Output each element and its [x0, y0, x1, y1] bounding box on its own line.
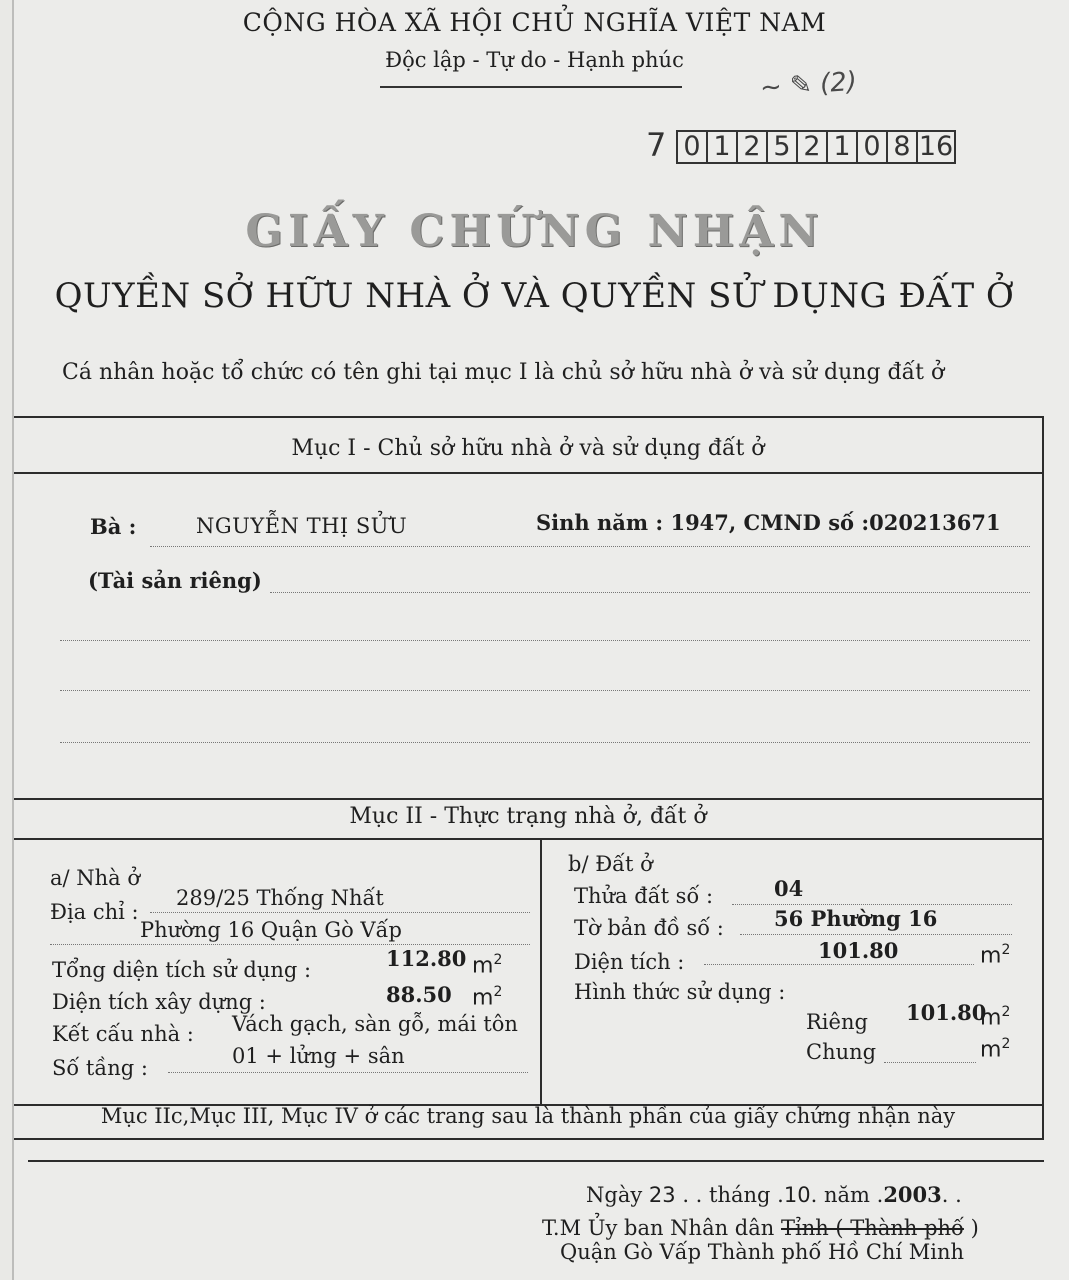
certificate-subtitle: QUYỀN SỞ HỮU NHÀ Ở VÀ QUYỀN SỬ DỤNG ĐẤT Ở: [54, 276, 1015, 316]
date-day: 23: [648, 1183, 676, 1207]
build-area-value: 88.50: [386, 982, 452, 1007]
serial-digit: 2: [738, 132, 768, 162]
serial-digit: 8: [888, 132, 918, 162]
authority-name: T.M Ủy ban Nhân dân: [542, 1216, 775, 1240]
footer-note: Mục IIc,Mục III, Mục IV ở các trang sau là thành phần của giấy chứng nhận này: [100, 1104, 956, 1128]
dotted-line: [50, 944, 530, 945]
dotted-line: [704, 964, 974, 965]
certificate-title: GIẤY CHỨNG NHẬN: [245, 206, 824, 257]
private-unit: $m^2$: [980, 1004, 1011, 1031]
property-note: (Tài sản riêng): [88, 568, 262, 593]
serial-digit: 2: [798, 132, 828, 162]
serial-digit: 0: [678, 132, 708, 162]
serial-number-boxes: [676, 130, 956, 164]
parcel-value: 04: [774, 876, 804, 901]
total-area-value: 112.80: [386, 946, 467, 971]
serial-digit: 1: [828, 132, 858, 162]
private-value: 101.80: [906, 1000, 987, 1025]
serial-prefix: 7: [646, 126, 667, 164]
land-area-unit: $m^2$: [980, 942, 1011, 969]
date-month-label: tháng: [709, 1183, 771, 1207]
usage-label: Hình thức sử dụng :: [574, 980, 786, 1004]
floors-label: Số tầng :: [52, 1056, 148, 1080]
dotted-line: [60, 690, 1030, 691]
land-heading: b/ Đất ở: [568, 852, 653, 876]
floors-value: 01 + lửng + sân: [232, 1044, 405, 1068]
dotted-line: [740, 934, 1012, 935]
divider: [14, 472, 1044, 474]
dotted-line: [60, 640, 1030, 641]
section-1-title: Mục I - Chủ sở hữu nhà ở và sử dụng đất ở: [291, 436, 765, 461]
date-month: 10: [783, 1183, 811, 1207]
serial-digit: 5: [768, 132, 798, 162]
dotted-line: [150, 912, 530, 913]
land-area-label: Diện tích :: [574, 950, 685, 974]
handwritten-note: ~ ✎ (2): [759, 66, 858, 104]
structure-value: Vách gạch, sàn gỗ, mái tôn: [232, 1012, 518, 1036]
land-area-value: 101.80: [818, 938, 899, 963]
issue-date: Ngày 23 . . tháng .10. năm .2003. .: [586, 1182, 962, 1207]
date-year: 2003: [883, 1182, 942, 1207]
dotted-line: [270, 592, 1030, 593]
column-divider: [540, 838, 542, 1104]
divider: [14, 798, 1044, 800]
owner-prefix: Bà :: [90, 514, 137, 539]
authority-line-2: Quận Gò Vấp Thành phố Hồ Chí Minh: [560, 1240, 965, 1264]
dotted-line: [150, 546, 1030, 547]
total-area-unit: $m^2$: [472, 952, 503, 979]
address-line-2: Phường 16 Quận Gò Vấp: [140, 918, 402, 942]
address-label: Địa chỉ :: [50, 900, 139, 924]
dotted-line: [168, 1072, 528, 1073]
authority-struck-text: Tỉnh ( Thành phố: [780, 1216, 964, 1240]
address-line-1: 289/25 Thống Nhất: [176, 886, 384, 910]
motto-underline: [380, 86, 682, 88]
map-label: Tờ bản đồ số :: [574, 916, 724, 940]
section-2-title: Mục II - Thực trạng nhà ở, đất ở: [349, 804, 707, 829]
date-prefix: Ngày: [586, 1183, 643, 1207]
date-year-label: năm: [823, 1183, 870, 1207]
divider: [28, 1160, 1044, 1162]
structure-label: Kết cấu nhà :: [52, 1022, 194, 1046]
dotted-line: [60, 742, 1030, 743]
serial-digit: 0: [858, 132, 888, 162]
private-label: Riêng: [806, 1010, 868, 1034]
total-area-label: Tổng diện tích sử dụng :: [52, 958, 312, 982]
republic-heading: CỘNG HÒA XÃ HỘI CHỦ NGHĨA VIỆT NAM: [242, 8, 827, 37]
map-value: 56 Phường 16: [774, 906, 938, 931]
dotted-line: [732, 904, 1012, 905]
serial-digit: 16: [918, 131, 954, 162]
shared-label: Chung: [806, 1040, 877, 1064]
authority-line-1: T.M Ủy ban Nhân dân Tỉnh ( Thành phố ): [542, 1216, 979, 1240]
dotted-line: [884, 1062, 976, 1063]
build-area-label: Diện tích xây dựng :: [52, 990, 266, 1014]
serial-digit: 1: [708, 132, 738, 162]
divider: [14, 838, 1044, 840]
build-area-unit: $m^2$: [472, 984, 503, 1011]
shared-unit: $m^2$: [980, 1036, 1011, 1063]
house-heading: a/ Nhà ở: [50, 866, 141, 890]
owner-birth-id: Sinh năm : 1947, CMND số :020213671: [536, 510, 1001, 535]
motto: Độc lập - Tự do - Hạnh phúc: [385, 48, 684, 72]
parcel-label: Thửa đất số :: [574, 884, 714, 908]
owner-name: NGUYỄN THỊ SỬU: [196, 514, 408, 538]
intro-statement: Cá nhân hoặc tổ chức có tên ghi tại mục I là chủ sở hữu nhà ở và sử dụng đất ở: [62, 360, 945, 385]
